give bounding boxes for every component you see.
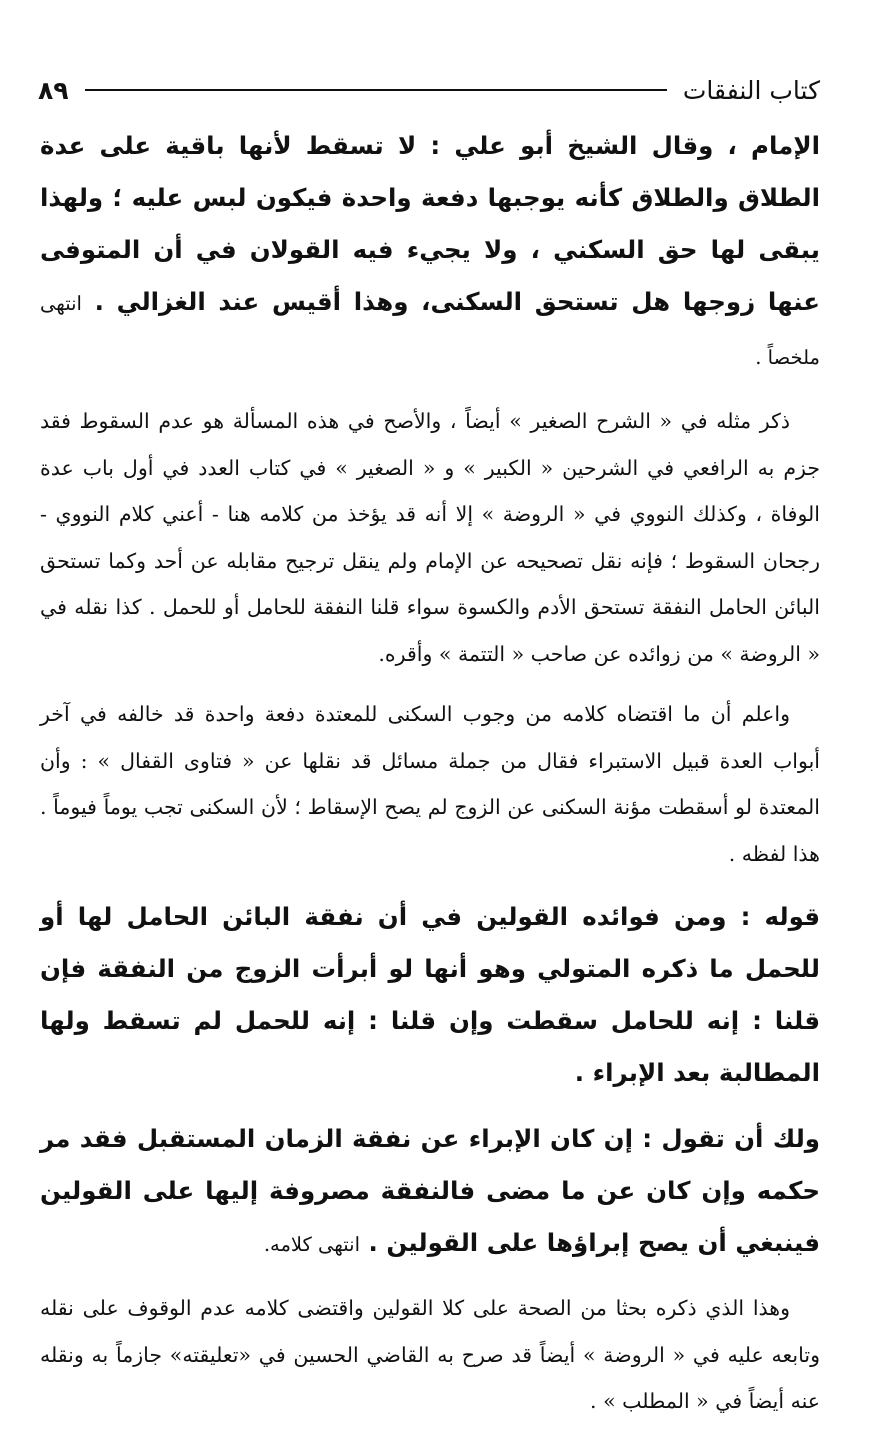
paragraph-6 [40,1285,820,1425]
paragraph-text: واعلم أن ما اقتضاه كلامه من وجوب السكنى للمعتدة دفعة واحدة قد خالفه في آخر أبواب العدة قبيل الاستبراء فقال من جملة مسائل قد نقلها عن « فتاوى القفال » : وأن المعتدة لو أسقطت مؤنة السكنى عن الزوج لم يصح الإسقاط ؛ لأن السكنى تجب يوماً فيوماً . هذا لفظه . [40,702,820,866]
paragraph-3 [40,691,820,877]
header-rule [85,89,667,91]
paragraph-text: قوله : ومن فوائده القولين في أن نفقة البائن الحامل لها أو للحمل ما ذكره المتولي وهو أنها لو أبرأت الزوج من النفقة فإن قلنا : إنه للحامل سقطت وإن قلنا : إنه للحمل لم تسقط ولها المطالبة بعد الإبراء . [40,902,820,1087]
page-header [38,72,820,108]
paragraph-text: الإمام ، وقال الشيخ أبو علي : لا تسقط لأنها باقية على عدة الطلاق والطلاق كأنه يوجبها دفعة واحدة فيكون لبس عليه ؛ ولهذا يبقى لها حق السكني ، ولا يجيء فيه القولان في أن المتوفى عنها زوجها هل تستحق السكنى، وهذا أقيس عند الغزالي . [40,131,820,316]
paragraph-text: ذكر مثله في « الشرح الصغير » أيضاً ، والأصح في هذه المسألة هو عدم السقوط فقد جزم به الرافعي في الشرحين « الكبير » و « الصغير » في كتاب العدد في أول باب عدة الوفاة ، وكذلك النووي في « الروضة » إلا أنه قد يؤخذ من كلامه هنا - أعني كلام النووي - رجحان السقوط ؛ فإنه نقل تصحيحه عن الإمام ولم ينقل ترجيح مقابله عن أحد وكما تستحق البائن الحامل النفقة تستحق الأدم والكسوة سواء قلنا النفقة للحامل أو للحمل . كذا نقله في « الروضة » من زوائده عن صاحب « التتمة » وأقره. [40,409,820,666]
paragraph-2 [40,398,820,677]
paragraph-tail: انتهى كلامه. [263,1233,360,1256]
running-title: كتاب النفقات [682,75,820,105]
page-body [40,120,820,1439]
paragraph-1 [40,120,820,384]
page-number: ٨٩ [38,75,69,105]
paragraph-5 [40,1113,820,1271]
paragraph-text: ولك أن تقول : إن كان الإبراء عن نفقة الزمان المستقبل فقد مر حكمه وإن كان عن ما مضى فالنفقة مصروفة إليها على القولين فينبغي أن يصح إبراؤها على القولين . [40,1124,820,1257]
paragraph-4 [40,891,820,1099]
paragraph-text: وهذا الذي ذكره بحثا من الصحة على كلا القولين واقتضى كلامه عدم الوقوف على نقله وتابعه عليه في « الروضة » أيضاً قد صرح به القاضي الحسين في «تعليقته» جازماً به ونقله عنه أيضاً في « المطلب » . [40,1296,820,1413]
paragraph-tail: انتهى ملخصاً . [40,292,820,369]
